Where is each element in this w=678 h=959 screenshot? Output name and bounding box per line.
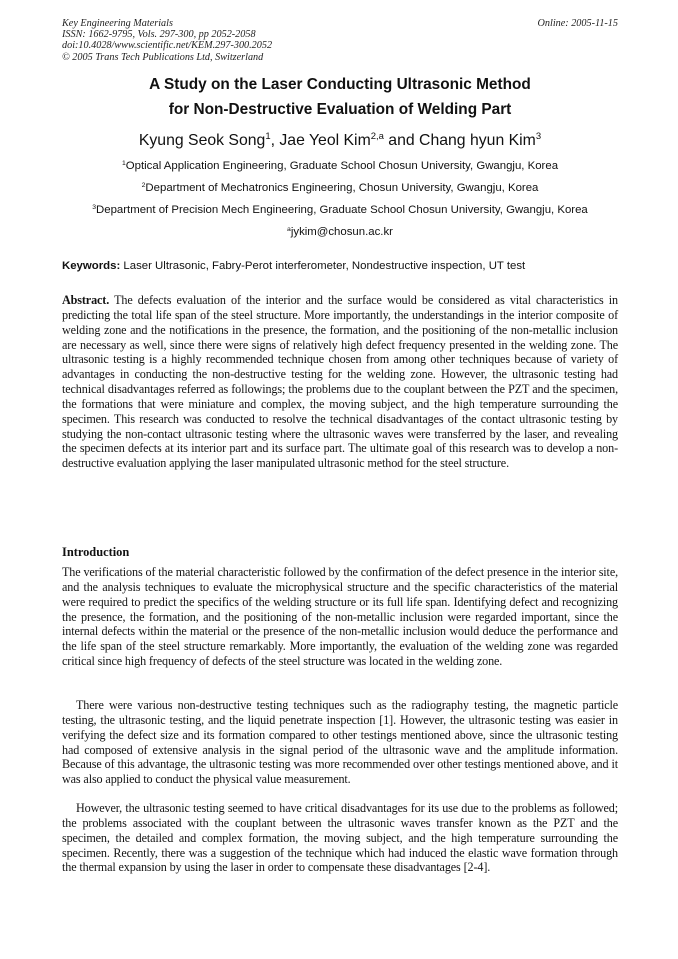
affiliation-text: Department of Precision Mech Engineering, Graduate School Chosun University, Gwangju, Korea <box>96 204 588 216</box>
paper-title-line-2: for Non-Destructive Evaluation of Welding Part <box>168 101 512 118</box>
introduction-heading: Introduction <box>62 545 130 559</box>
doi-link[interactable]: doi:10.4028/www.scientific.net/KEM.297-300.2052 <box>62 40 273 52</box>
author-affiliation-mark: 1 <box>265 131 271 143</box>
affiliation-mark: a <box>287 225 291 233</box>
keywords-text: Laser Ultrasonic, Fabry-Perot interferometer, Nondestructive inspection, UT test <box>120 260 526 272</box>
abstract-label: Abstract. <box>62 293 110 307</box>
email-link[interactable]: jykim@chosun.ac.kr <box>290 226 393 238</box>
affiliation-3 <box>20 204 660 216</box>
affiliation-mark: 3 <box>92 203 97 211</box>
keywords-label: Keywords: <box>62 260 121 272</box>
author-separator: and <box>383 132 420 149</box>
body-paragraph: There were various non-destructive testing techniques such as the radiography testing, the magnetic particle testing, the ultrasonic testing, and the liquid penetrate inspection [1]. However, the ultrasonic testing was easier in verifying the defect size and its formation compared to other testings mentioned above, since the ultrasonic testing had composed of extensive analysis in the signal period of the ultrasonic wave and the amplitude information. Because of this advantage, the ultrasonic testing was more recommended over other testings mentioned above, and it was also applied to conduct the physical value measurement. <box>62 698 618 787</box>
affiliation-text: Optical Application Engineering, Graduate School Chosun University, Gwangju, Korea <box>125 160 559 172</box>
affiliation-mark: 2 <box>141 181 146 189</box>
author-separator: , <box>270 132 280 149</box>
author-name: Jae Yeol Kim <box>279 132 371 149</box>
abstract-text: The defects evaluation of the interior and the surface would be considered as vital characteristics in predicting the total life span of the steel structure. More importantly, the understandings in the interior composite of welding zone and the notifications in the presence, the formation, and the positioning of the non-metallic inclusion are necessary as well, since there were signs of relatively high defect frequency presented in the welding zone. The ultrasonic testing is a highly recommended technique chosen from among other techniques because of variety of advantages in conducting the non-destructive testing for the welding zone. However, the ultrasonic testing had technical disadvantages referred as followings; the problems due to the couplant between the PZT and the specimen, the formations that were miniature and complex, the moving subject, and the high temperature surrounding the specimen. This research was conducted to resolve the technical disadvantages of the contact ultrasonic testing by studying the non-contact ultrasonic testing where the ultrasonic waves were transferred by the laser, and revealing the specimen defects at its interior part and its surface part. The ultimate goal of this research was to develop a non-destructive evaluation applying the laser manipulated ultrasonic method for the steel structure. <box>62 293 618 471</box>
author-affiliation-mark: 3 <box>535 131 542 143</box>
author-name: Kyung Seok Song <box>138 132 266 149</box>
affiliation-1 <box>20 160 660 172</box>
affiliation-mark: 1 <box>121 159 126 167</box>
corresponding-email <box>20 226 660 238</box>
copyright-line: © 2005 Trans Tech Publications Ltd, Switzerland <box>62 51 264 63</box>
author-list <box>30 132 650 150</box>
keywords-line <box>62 260 622 272</box>
abstract-paragraph <box>62 293 618 471</box>
author-name: Chang hyun Kim <box>419 132 536 149</box>
journal-name: Key Engineering Materials <box>62 18 173 29</box>
online-date: Online: 2005-11-15 <box>537 18 618 29</box>
body-paragraph: However, the ultrasonic testing seemed to have critical disadvantages for its use due to the problems as followed; the problems associated with the couplant between the ultrasonic waves transfer known as the PZT and the specimen, the detailed and complex formation, the moving subject, and the high temperature surrounding the specimen. Recently, there was a suggestion of the technique which had induced the elastic wave formation through the thermal expansion by using the laser in order to compensate these disadvantages [2-4]. <box>62 801 618 875</box>
affiliation-2 <box>20 182 660 194</box>
issn-line: ISSN: 1662-9795, Vols. 297-300, pp 2052-2058 <box>62 29 256 41</box>
body-paragraph: The verifications of the material characteristic followed by the confirmation of the defect presence in the interior site, and the analysis techniques to evaluate the microphysical structure and the specific characteristics of the material were required to predict the specifics of the welding structure or its full life span. Identifying defect and recognizing the presence, the formation, and the positioning of the non-metallic inclusion were regarded important, since the internal defects within the material or the presence of the non-metallic inclusion would deduce the performance and the life span of the steel structure remarkably. More importantly, the evaluation of the welding zone was regarded critical since high frequency of defects of the steel structure was located in the welding zone. <box>62 565 618 669</box>
paper-title-line-1: A Study on the Laser Conducting Ultrasonic Method <box>149 76 531 93</box>
affiliation-text: Department of Mechatronics Engineering, Chosun University, Gwangju, Korea <box>145 182 539 194</box>
author-affiliation-mark: 2,a <box>370 131 384 143</box>
